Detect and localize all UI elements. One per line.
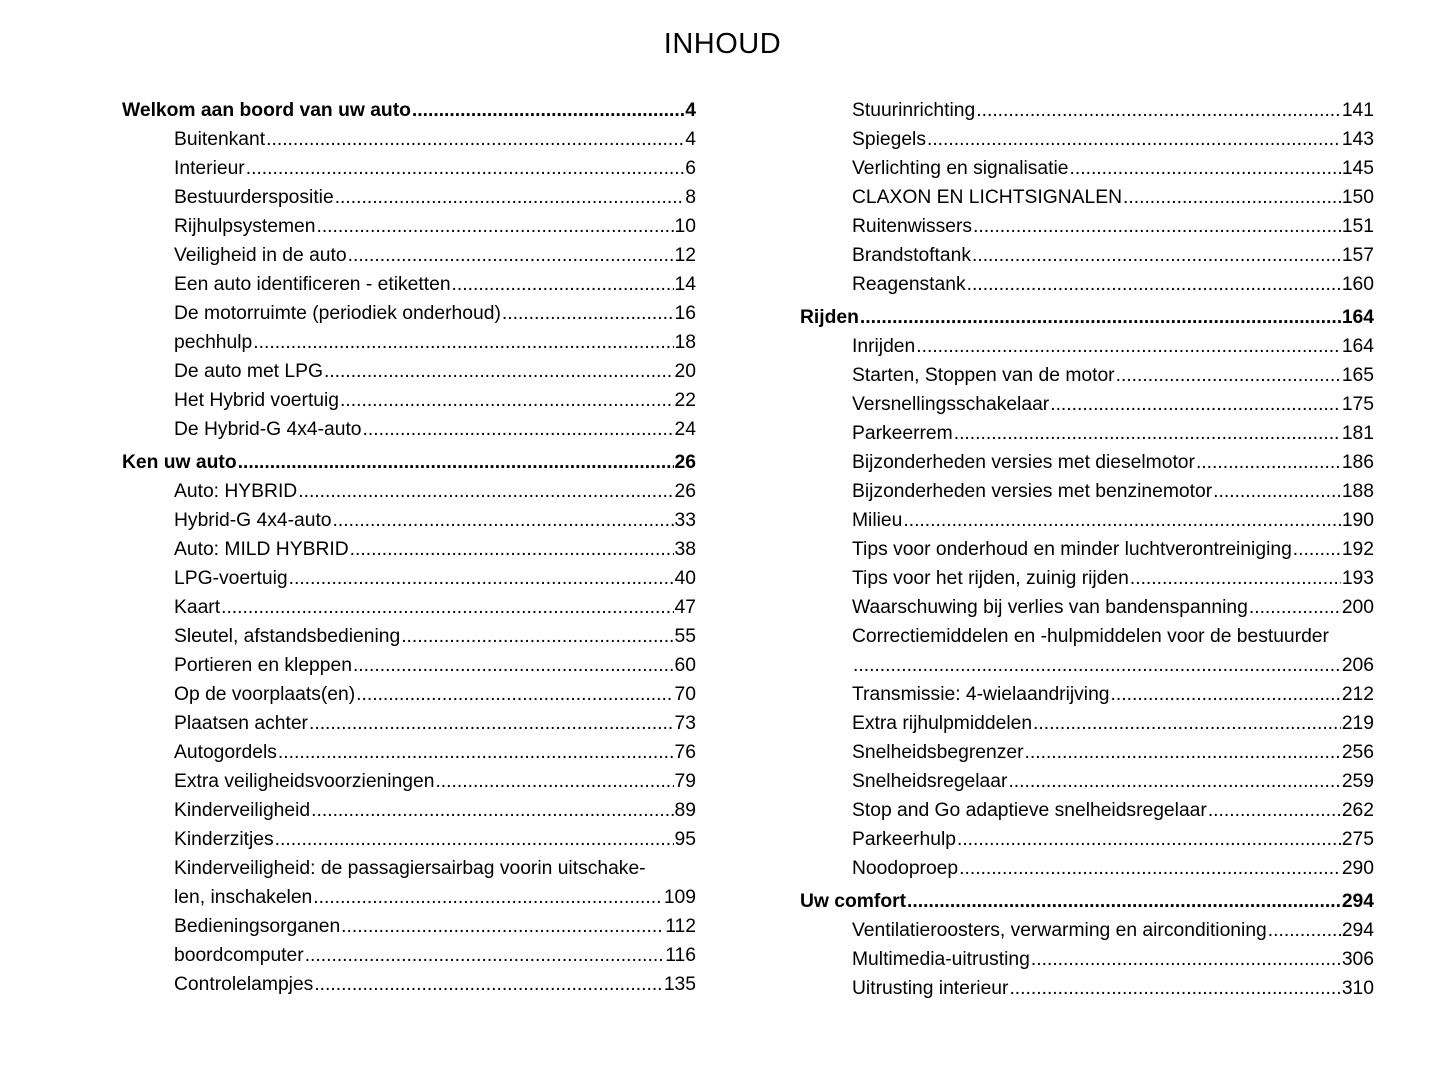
toc-entry-label: Hybrid-G 4x4-auto bbox=[174, 510, 332, 531]
toc-entry[interactable] bbox=[174, 241, 696, 270]
toc-entry-label: Milieu bbox=[852, 510, 903, 531]
dot-leader bbox=[316, 212, 673, 241]
toc-entry[interactable] bbox=[174, 738, 696, 767]
toc-entry[interactable] bbox=[852, 974, 1374, 1003]
dot-leader bbox=[502, 299, 674, 328]
toc-entry[interactable] bbox=[852, 796, 1374, 825]
toc-page-number: 112 bbox=[665, 916, 696, 937]
toc-entry-label: Portieren en kleppen bbox=[174, 655, 352, 676]
toc-entry-label: De Hybrid-G 4x4-auto bbox=[174, 419, 362, 440]
toc-entry-label: Waarschuwing bij verlies van bandenspanning bbox=[852, 597, 1248, 618]
dot-leader bbox=[1208, 796, 1341, 825]
toc-page-number: 135 bbox=[663, 974, 696, 995]
dot-leader bbox=[957, 825, 1341, 854]
toc-entry[interactable] bbox=[852, 535, 1374, 564]
toc-page-number: 262 bbox=[1341, 800, 1374, 821]
dot-leader bbox=[314, 970, 663, 999]
toc-page-number: 275 bbox=[1341, 829, 1374, 850]
toc-entry[interactable] bbox=[174, 386, 696, 415]
toc-entry[interactable] bbox=[852, 419, 1374, 448]
toc-page-number: 70 bbox=[674, 684, 696, 705]
toc-page-number: 164 bbox=[1341, 336, 1374, 357]
toc-entry-label: Ken uw auto bbox=[122, 452, 237, 473]
dot-leader bbox=[1116, 361, 1341, 390]
toc-page-number: 206 bbox=[1341, 655, 1374, 676]
toc-entry-label: Interieur bbox=[174, 158, 245, 179]
dot-leader bbox=[860, 303, 1341, 332]
toc-column-left bbox=[122, 96, 696, 999]
toc-entry-label: Parkeerrem bbox=[852, 423, 953, 444]
toc-page-number: 190 bbox=[1341, 510, 1374, 531]
toc-page-number: 38 bbox=[674, 539, 696, 560]
toc-page-number: 310 bbox=[1341, 978, 1374, 999]
toc-entry[interactable] bbox=[174, 477, 696, 506]
toc-page-number: 26 bbox=[674, 481, 696, 502]
dot-leader bbox=[1008, 767, 1340, 796]
toc-entry[interactable] bbox=[852, 709, 1374, 738]
toc-entry-label: Rijhulpsystemen bbox=[174, 216, 316, 237]
toc-page-number: 76 bbox=[674, 742, 696, 763]
toc-page-number: 6 bbox=[685, 158, 696, 179]
toc-entry-label: Een auto identificeren - etiketten bbox=[174, 274, 451, 295]
toc-page-number: 294 bbox=[1341, 891, 1374, 912]
toc-entry-label: pechhulp bbox=[174, 332, 253, 353]
toc-page-number: 175 bbox=[1341, 394, 1374, 415]
toc-entry[interactable] bbox=[852, 916, 1374, 945]
toc-entry-label: CLAXON EN LICHTSIGNALEN bbox=[852, 187, 1123, 208]
toc-entry-label: Het Hybrid voertuig bbox=[174, 390, 340, 411]
dot-leader bbox=[1249, 593, 1341, 622]
toc-page-number: 157 bbox=[1341, 245, 1374, 266]
dot-leader bbox=[916, 332, 1341, 361]
toc-page-number: 60 bbox=[674, 655, 696, 676]
toc-entry-label: Auto: MILD HYBRID bbox=[174, 539, 349, 560]
toc-entry-label: De auto met LPG bbox=[174, 361, 323, 382]
dot-leader bbox=[1033, 709, 1341, 738]
toc-page-number: 14 bbox=[674, 274, 696, 295]
toc-entry-label: Starten, Stoppen van de motor bbox=[852, 365, 1115, 386]
toc-entry[interactable] bbox=[852, 477, 1374, 506]
toc-page-number: 16 bbox=[674, 303, 696, 324]
dot-leader bbox=[305, 941, 665, 970]
toc-entry[interactable] bbox=[174, 125, 696, 154]
dot-leader bbox=[954, 419, 1341, 448]
toc-entry[interactable] bbox=[852, 680, 1374, 709]
toc-entry-label: len, inschakelen bbox=[174, 887, 313, 908]
toc-entry[interactable] bbox=[852, 767, 1374, 796]
toc-entry-label: Bedieningsorganen bbox=[174, 916, 341, 937]
toc-entry[interactable] bbox=[174, 651, 696, 680]
toc-entry-label: Kinderveiligheid bbox=[174, 800, 311, 821]
toc-entry-label: Extra veiligheidsvoorzieningen bbox=[174, 771, 435, 792]
dot-leader bbox=[311, 796, 673, 825]
toc-entry-label: LPG-voertuig bbox=[174, 568, 288, 589]
toc-entry[interactable] bbox=[174, 270, 696, 299]
toc-page-number: 200 bbox=[1341, 597, 1374, 618]
toc-entry[interactable] bbox=[174, 328, 696, 357]
dot-leader bbox=[1111, 680, 1341, 709]
dot-leader bbox=[927, 125, 1341, 154]
toc-page-number: 212 bbox=[1341, 684, 1374, 705]
toc-entry-label: Plaatsen achter bbox=[174, 713, 308, 734]
toc-page-number: 95 bbox=[674, 829, 696, 850]
toc-entry[interactable] bbox=[174, 535, 696, 564]
toc-page-number: 79 bbox=[674, 771, 696, 792]
toc-page-number: 33 bbox=[674, 510, 696, 531]
dot-leader bbox=[341, 912, 664, 941]
toc-page-number: 151 bbox=[1341, 216, 1374, 237]
dot-leader bbox=[289, 564, 674, 593]
toc-entry[interactable] bbox=[174, 212, 696, 241]
toc-entry[interactable] bbox=[852, 825, 1374, 854]
toc-entry[interactable] bbox=[174, 854, 696, 912]
toc-entry[interactable] bbox=[852, 154, 1374, 183]
toc-entry[interactable] bbox=[852, 738, 1374, 767]
toc-page-number: 186 bbox=[1341, 452, 1374, 473]
toc-entry-label: Tips voor het rijden, zuinig rijden bbox=[852, 568, 1129, 589]
toc-entry-label: Verlichting en signalisatie bbox=[852, 158, 1069, 179]
toc-entry-label: boordcomputer bbox=[174, 945, 304, 966]
toc-entry[interactable] bbox=[852, 241, 1374, 270]
dot-leader bbox=[333, 506, 674, 535]
toc-entry[interactable] bbox=[852, 332, 1374, 361]
toc-entry[interactable] bbox=[852, 390, 1374, 419]
dot-leader bbox=[452, 270, 674, 299]
toc-entry-label: Welkom aan boord van uw auto bbox=[122, 100, 411, 121]
dot-leader bbox=[356, 680, 673, 709]
dot-leader bbox=[412, 96, 684, 125]
toc-entry[interactable] bbox=[174, 767, 696, 796]
toc-page-number: 164 bbox=[1341, 307, 1374, 328]
dot-leader bbox=[853, 651, 1341, 680]
dot-leader bbox=[1025, 738, 1341, 767]
toc-entry-label: Op de voorplaats(en) bbox=[174, 684, 356, 705]
toc-entry-label: Controlelampjes bbox=[174, 974, 314, 995]
toc-entry-label: Ventilatieroosters, verwarming en airconditioning bbox=[852, 920, 1267, 941]
toc-entry[interactable] bbox=[852, 854, 1374, 883]
dot-leader bbox=[976, 96, 1341, 125]
dot-leader bbox=[324, 357, 674, 386]
dot-leader bbox=[1070, 154, 1341, 183]
dot-leader bbox=[967, 270, 1341, 299]
toc-page-number: 24 bbox=[674, 419, 696, 440]
toc-page-number: 116 bbox=[665, 945, 696, 966]
toc-page-number: 256 bbox=[1341, 742, 1374, 763]
toc-page-number: 47 bbox=[674, 597, 696, 618]
dot-leader bbox=[335, 183, 685, 212]
toc-page-number: 4 bbox=[685, 100, 696, 121]
toc-entry[interactable] bbox=[852, 361, 1374, 390]
toc-page-number: 193 bbox=[1341, 568, 1374, 589]
toc-entry-label: Uitrusting interieur bbox=[852, 978, 1009, 999]
toc-section-heading[interactable] bbox=[800, 887, 1374, 916]
toc-entry[interactable] bbox=[174, 941, 696, 970]
toc-page-number: 4 bbox=[685, 129, 696, 150]
toc-entry-label: Veiligheid in de auto bbox=[174, 245, 347, 266]
dot-leader bbox=[1009, 974, 1340, 1003]
toc-entry[interactable] bbox=[174, 154, 696, 183]
toc-entry[interactable] bbox=[174, 357, 696, 386]
toc-page-number: 40 bbox=[674, 568, 696, 589]
dot-leader bbox=[309, 709, 674, 738]
toc-entry[interactable] bbox=[174, 912, 696, 941]
dot-leader bbox=[363, 415, 674, 444]
toc-page-number: 294 bbox=[1341, 920, 1374, 941]
toc-entry-label: Tips voor onderhoud en minder luchtverontreiniging bbox=[852, 539, 1292, 560]
dot-leader bbox=[1123, 183, 1341, 212]
toc-entry-label: Stuurinrichting bbox=[852, 100, 976, 121]
toc-column-right bbox=[800, 96, 1374, 1003]
toc-entry[interactable] bbox=[852, 96, 1374, 125]
dot-leader bbox=[1196, 448, 1341, 477]
toc-entry-label: Noodoproep bbox=[852, 858, 959, 879]
toc-page-number: 22 bbox=[674, 390, 696, 411]
toc-entry-label: Inrijden bbox=[852, 336, 916, 357]
toc-page-number: 26 bbox=[674, 452, 696, 473]
dot-leader bbox=[340, 386, 674, 415]
toc-entry-label: Spiegels bbox=[852, 129, 926, 150]
toc-entry[interactable] bbox=[852, 125, 1374, 154]
toc-page-number: 18 bbox=[674, 332, 696, 353]
toc-entry[interactable] bbox=[174, 299, 696, 328]
dot-leader bbox=[253, 328, 673, 357]
toc-entry-label: Stop and Go adaptieve snelheidsregelaar bbox=[852, 800, 1207, 821]
dot-leader bbox=[1050, 390, 1341, 419]
dot-leader bbox=[435, 767, 673, 796]
toc-section-heading[interactable] bbox=[122, 96, 696, 125]
toc-entry[interactable] bbox=[852, 593, 1374, 622]
toc-entry[interactable] bbox=[852, 506, 1374, 535]
toc-page-number: 89 bbox=[674, 800, 696, 821]
dot-leader bbox=[298, 477, 673, 506]
toc-entry[interactable] bbox=[174, 825, 696, 854]
toc-entry-label: Sleutel, afstandsbediening bbox=[174, 626, 401, 647]
toc-entry[interactable] bbox=[852, 448, 1374, 477]
dot-leader bbox=[959, 854, 1341, 883]
toc-entry[interactable] bbox=[852, 212, 1374, 241]
toc-section-heading[interactable] bbox=[122, 448, 696, 477]
toc-entry[interactable] bbox=[174, 593, 696, 622]
toc-page-number: 73 bbox=[674, 713, 696, 734]
dot-leader bbox=[973, 212, 1341, 241]
toc-page-number: 181 bbox=[1341, 423, 1374, 444]
toc-page-number: 259 bbox=[1341, 771, 1374, 792]
dot-leader bbox=[275, 825, 674, 854]
toc-page-number: 141 bbox=[1341, 100, 1374, 121]
toc-entry[interactable] bbox=[174, 796, 696, 825]
toc-entry-label: Ruitenwissers bbox=[852, 216, 973, 237]
dot-leader bbox=[1213, 477, 1341, 506]
toc-entry-label: Reagenstank bbox=[852, 274, 966, 295]
toc-entry-label: Bijzonderheden versies met dieselmotor bbox=[852, 452, 1195, 473]
dot-leader bbox=[1031, 945, 1341, 974]
dot-leader bbox=[313, 883, 663, 912]
toc-page-number: 219 bbox=[1341, 713, 1374, 734]
toc-entry-label: Buitenkant bbox=[174, 129, 266, 150]
toc-entry-label: Parkeerhulp bbox=[852, 829, 956, 850]
dot-leader bbox=[353, 651, 674, 680]
dot-leader bbox=[972, 241, 1341, 270]
toc-page-number: 20 bbox=[674, 361, 696, 382]
toc-entry-label: Snelheidsbegrenzer bbox=[852, 742, 1024, 763]
toc-entry-label: De motorruimte (periodiek onderhoud) bbox=[174, 303, 501, 324]
toc-entry[interactable] bbox=[852, 564, 1374, 593]
toc-page-number: 165 bbox=[1341, 365, 1374, 386]
toc-entry[interactable] bbox=[174, 680, 696, 709]
toc-entry[interactable] bbox=[852, 622, 1374, 680]
toc-entry[interactable] bbox=[852, 945, 1374, 974]
dot-leader bbox=[221, 593, 673, 622]
toc-page-number: 150 bbox=[1341, 187, 1374, 208]
toc-entry-label: Bijzonderheden versies met benzinemotor bbox=[852, 481, 1213, 502]
toc-entry[interactable] bbox=[174, 415, 696, 444]
toc-entry-label: Versnellingsschakelaar bbox=[852, 394, 1050, 415]
dot-leader bbox=[1268, 916, 1341, 945]
toc-entry-label: Kaart bbox=[174, 597, 221, 618]
toc-entry-label: Bestuurderspositie bbox=[174, 187, 334, 208]
toc-page-number: 192 bbox=[1341, 539, 1374, 560]
toc-entry[interactable] bbox=[174, 970, 696, 999]
toc-entry-label: Correctiemiddelen en -hulpmiddelen voor de bestuurder bbox=[852, 626, 1329, 647]
dot-leader bbox=[266, 125, 684, 154]
dot-leader bbox=[907, 887, 1341, 916]
toc-entry-label: Kinderveiligheid: de passagiersairbag voorin uitschake- bbox=[174, 858, 646, 879]
dot-leader bbox=[238, 448, 674, 477]
dot-leader bbox=[1293, 535, 1341, 564]
dot-leader bbox=[348, 241, 674, 270]
toc-page-number: 145 bbox=[1341, 158, 1374, 179]
toc-page-number: 109 bbox=[663, 887, 696, 908]
toc-entry[interactable] bbox=[174, 183, 696, 212]
toc-entry-label: Autogordels bbox=[174, 742, 277, 763]
toc-entry-label: Transmissie: 4-wielaandrijving bbox=[852, 684, 1110, 705]
toc-entry-label: Extra rijhulpmiddelen bbox=[852, 713, 1033, 734]
toc-entry-label: Auto: HYBRID bbox=[174, 481, 298, 502]
toc-page-number: 160 bbox=[1341, 274, 1374, 295]
toc-entry-label: Rijden bbox=[800, 307, 859, 328]
toc-entry-label: Multimedia-uitrusting bbox=[852, 949, 1030, 970]
toc-page-number: 306 bbox=[1341, 949, 1374, 970]
toc-page-number: 10 bbox=[674, 216, 696, 237]
toc-entry[interactable] bbox=[174, 709, 696, 738]
dot-leader bbox=[401, 622, 673, 651]
toc-entry-label: Kinderzitjes bbox=[174, 829, 274, 850]
dot-leader bbox=[246, 154, 685, 183]
toc-entry-label: Brandstoftank bbox=[852, 245, 971, 266]
page-title: INHOUD bbox=[663, 28, 782, 60]
toc-entry-label: Snelheidsregelaar bbox=[852, 771, 1008, 792]
toc-page-number: 290 bbox=[1341, 858, 1374, 879]
toc-page-number: 55 bbox=[674, 626, 696, 647]
toc-entry[interactable] bbox=[174, 622, 696, 651]
dot-leader bbox=[903, 506, 1340, 535]
toc-page-number: 8 bbox=[685, 187, 696, 208]
toc-entry-label: Uw comfort bbox=[800, 891, 907, 912]
toc-page-number: 188 bbox=[1341, 481, 1374, 502]
dot-leader bbox=[1130, 564, 1341, 593]
toc-entry[interactable] bbox=[852, 183, 1374, 212]
toc-entry[interactable] bbox=[174, 564, 696, 593]
toc-page-number: 143 bbox=[1341, 129, 1374, 150]
toc-page-number: 12 bbox=[674, 245, 696, 266]
toc-entry[interactable] bbox=[174, 506, 696, 535]
toc-section-heading[interactable] bbox=[800, 303, 1374, 332]
dot-leader bbox=[278, 738, 674, 767]
toc-entry[interactable] bbox=[852, 270, 1374, 299]
dot-leader bbox=[350, 535, 674, 564]
